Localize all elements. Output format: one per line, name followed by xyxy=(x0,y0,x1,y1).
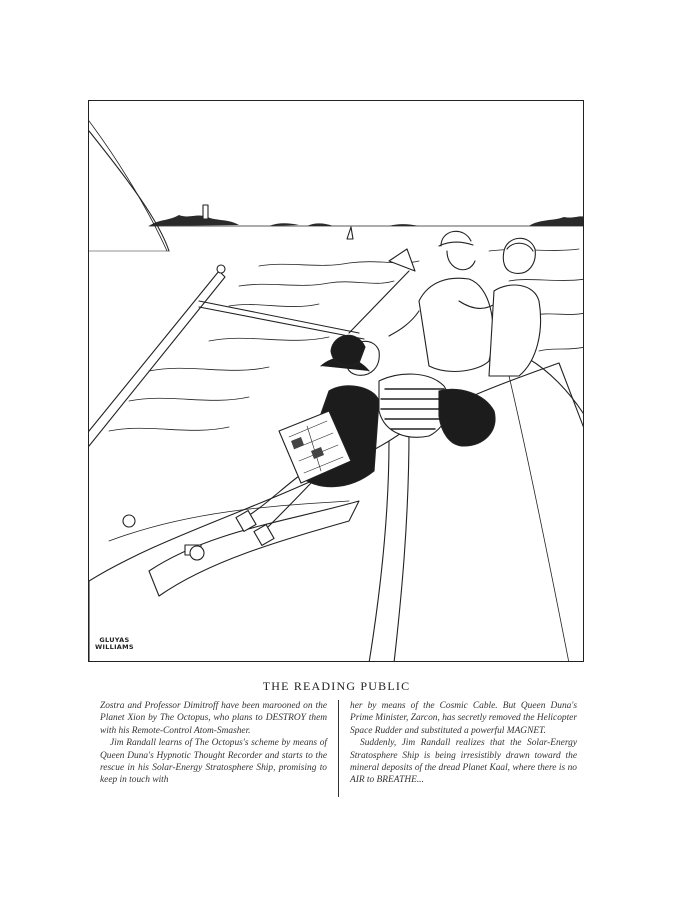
jib-flag xyxy=(389,249,415,271)
woman-right-figure xyxy=(489,238,541,376)
caption-paragraph: Jim Randall learns of The Octopus's scheme by means of Queen Duna's Hypnotic Thought Recorder and starts to the rescue in his Solar-Energy Stratosphere Ship, promising to keep in touch with xyxy=(100,738,327,786)
caption-paragraph: her by means of the Cosmic Cable. But Queen Duna's Prime Minister, Zarcon, has secretly removed the Helicopter Space Rudder and substituted a powerful MAGNET. xyxy=(350,701,577,736)
cartoon-illustration xyxy=(88,100,584,662)
caption-column-left xyxy=(100,700,327,797)
column-divider xyxy=(338,700,339,797)
caption-text xyxy=(100,700,577,797)
artist-signature xyxy=(95,637,134,651)
signature-line2: WILLIAMS xyxy=(95,643,134,651)
caption-paragraph: Zostra and Professor Dimitroff have been marooned on the Planet Xion by The Octopus, who plans to DESTROY them with his Remote-Control Atom-Smasher. xyxy=(100,701,327,736)
caption-paragraph: Suddenly, Jim Randall realizes that the Solar-Energy Stratosphere Ship is being irresistibly drawn toward the mineral deposits of the dread Planet Kaal, where there is no AIR to BREATHE... xyxy=(350,738,577,786)
caption-column-right xyxy=(350,700,577,797)
signature-line1: GLUYAS xyxy=(99,636,130,644)
sail xyxy=(89,121,169,251)
horizon-shoreline xyxy=(149,205,584,239)
cartoon-title: THE READING PUBLIC xyxy=(262,679,411,693)
